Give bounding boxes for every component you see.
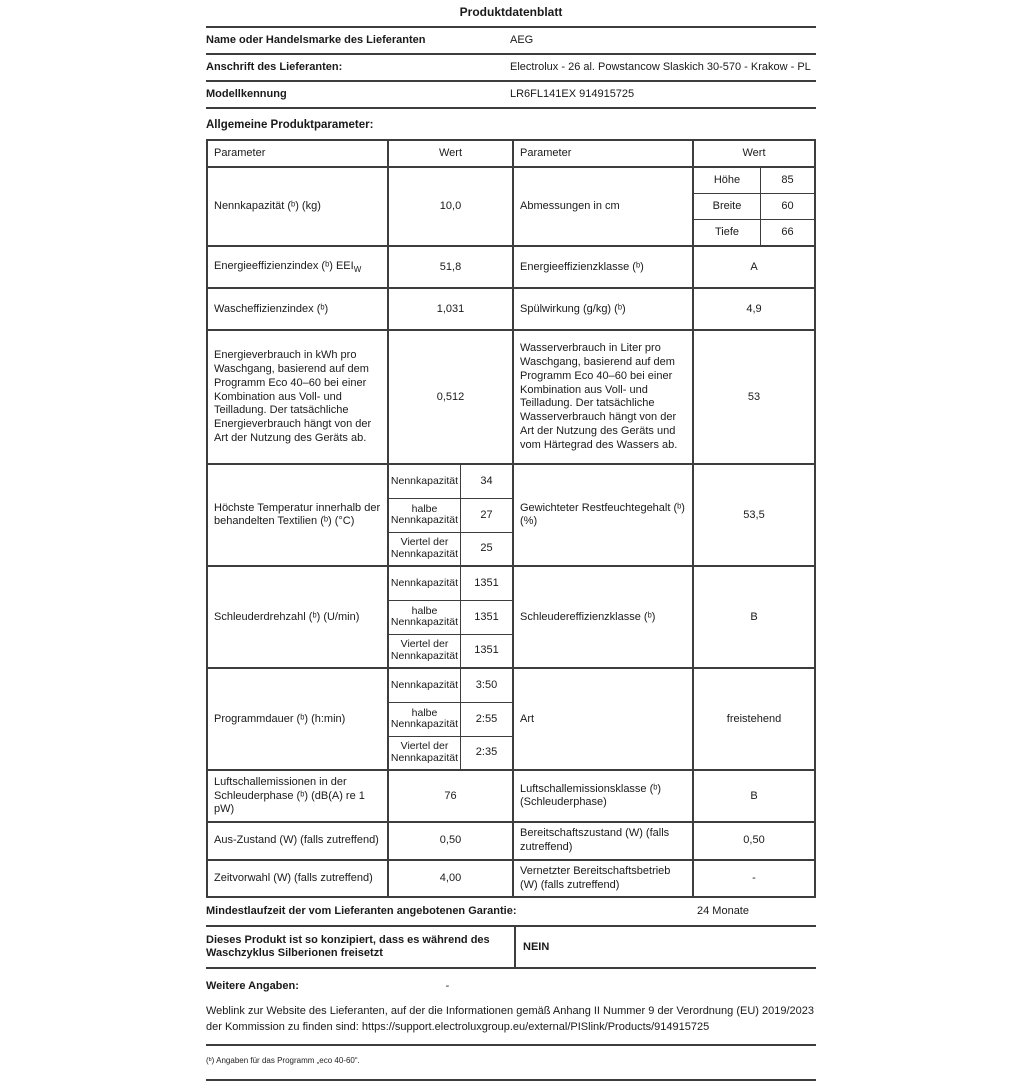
additional-info-row	[206, 974, 816, 998]
rinse-value: 4,9	[692, 289, 814, 329]
header-wert-left: Wert	[387, 141, 512, 166]
networked-standby-value: -	[692, 861, 814, 897]
capacity-value: 10,0	[387, 168, 512, 245]
supplier-address-label: Anschrift des Lieferanten:	[206, 60, 343, 73]
duration-nominal-value: 3:50	[475, 678, 498, 691]
standby-value: 0,50	[692, 823, 814, 859]
max-temperature-label: Höchste Temperatur innerhalb der behandelten Textilien (ᵇ) (°C)	[214, 501, 381, 528]
supplier-row-name	[206, 28, 816, 55]
temp-nominal-label: Nennkapazität	[389, 465, 461, 498]
spin-row-nominal	[389, 567, 512, 600]
duration-row-nominal	[389, 669, 512, 702]
table-row-eei	[208, 245, 814, 287]
delay-start-value: 4,00	[387, 861, 512, 897]
product-datasheet	[206, 0, 816, 1081]
supplier-table	[206, 26, 816, 109]
supplier-row-address	[206, 55, 816, 82]
tiefe-label: Tiefe	[694, 220, 761, 245]
eei-label: Energieeffizienzindex (ᵇ) $EEI_W$	[214, 259, 362, 274]
table-row-temperature	[208, 463, 814, 565]
breite-label: Breite	[694, 194, 761, 219]
table-row-noise	[208, 769, 814, 821]
supplier-weblink-text: Weblink zur Website des Lieferanten, auf der die Informationen gemäß Anhang II Nummer 9 der Verordnung (EU) 2019/2023 der Kommission zu finden sind: https://support.electroluxgroup.eu/external/PISlink/Products/914915725	[206, 1005, 814, 1033]
warranty-label: Mindestlaufzeit der vom Lieferanten angebotenen Garantie:	[206, 905, 517, 917]
table-row-capacity-dimensions	[208, 166, 814, 245]
model-id-value: LR6FL141EX 914915725	[510, 87, 635, 100]
wash-index-value: 1,031	[387, 289, 512, 329]
temp-half-value: 27	[480, 508, 493, 521]
spin-class-label: Schleudereffizienzklasse (ᵇ)	[512, 567, 692, 667]
noise-value: 76	[387, 771, 512, 821]
temp-quarter-value: 25	[480, 542, 493, 555]
table-row-wash-index	[208, 287, 814, 329]
spin-speed-label: Schleuderdrehzahl (ᵇ) (U/min)	[214, 610, 360, 623]
silver-ions-value: NEIN	[523, 940, 550, 953]
table-row-spin-speed	[208, 565, 814, 667]
silver-ions-row	[206, 927, 816, 969]
residual-moisture-value: 53,5	[692, 465, 814, 565]
supplier-name-label: Name oder Handelsmarke des Lieferanten	[206, 33, 426, 46]
spin-quarter-value: 1351	[474, 644, 499, 657]
temp-half-label: halbe Nennkapazität	[389, 499, 461, 532]
energy-class-label: Energieeffizienzklasse (ᵇ)	[512, 247, 692, 287]
warranty-value: 24 Monate	[697, 905, 749, 917]
parameters-table	[206, 139, 816, 898]
spin-nominal-label: Nennkapazität	[389, 567, 461, 600]
section-heading: Allgemeine Produktparameter:	[206, 119, 374, 131]
duration-half-value: 2:55	[475, 712, 498, 725]
spin-speed-subtable	[387, 567, 512, 667]
breite-value: 60	[781, 200, 794, 212]
noise-class-value: B	[692, 771, 814, 821]
temp-row-half	[389, 498, 512, 532]
networked-standby-label: Vernetzter Bereitschaftsbetrieb (W) (falls zutreffend)	[512, 861, 692, 897]
header-parameter-right: Parameter	[512, 141, 692, 166]
hoehe-label: Höhe	[694, 168, 761, 193]
energy-class-value: A	[692, 247, 814, 287]
type-value: freistehend	[692, 669, 814, 769]
temperature-subtable	[387, 465, 512, 565]
table-row-duration	[208, 667, 814, 769]
hoehe-value: 85	[781, 174, 794, 186]
supplier-address-value: Electrolux - 26 al. Powstancow Slaskich 30-570 - Krakow - PL	[510, 60, 811, 73]
duration-row-quarter	[389, 736, 512, 770]
spin-half-value: 1351	[474, 610, 499, 623]
spin-class-value: B	[692, 567, 814, 667]
standby-label: Bereitschaftszustand (W) (falls zutreffend)	[512, 823, 692, 859]
temp-row-nominal	[389, 465, 512, 498]
silver-ions-label: Dieses Produkt ist so konzipiert, dass es während des Waschzyklus Silberionen freisetzt	[206, 927, 516, 967]
supplier-row-model	[206, 82, 816, 109]
header-parameter-left: Parameter	[214, 147, 266, 159]
noise-class-label: Luftschallemissionsklasse (ᵇ) (Schleuderphase)	[512, 771, 692, 821]
page-title: Produktdatenblatt	[459, 5, 563, 19]
energy-consumption-value: 0,512	[387, 331, 512, 463]
type-label: Art	[512, 669, 692, 769]
energy-consumption-label: Energieverbrauch in kWh pro Waschgang, basierend auf dem Programm Eco 40–60 bei einer Kombination aus Voll- und Teilladung. Der tatsächliche Energieverbrauch hängt von der Art der Nutzung des Geräts ab.	[214, 349, 372, 444]
duration-row-half	[389, 702, 512, 736]
water-consumption-value: 53	[692, 331, 814, 463]
additional-info-value: -	[445, 979, 450, 992]
duration-subtable	[387, 669, 512, 769]
off-mode-value: 0,50	[387, 823, 512, 859]
temp-nominal-value: 34	[480, 474, 493, 487]
dimensions-label: Abmessungen in cm	[512, 168, 692, 245]
dimensions-subtable	[692, 168, 814, 245]
spin-half-label: halbe Nennkapazität	[389, 601, 461, 634]
wash-index-label: Wascheffizienzindex (ᵇ)	[214, 302, 329, 315]
capacity-label: Nennkapazität (ᵇ) (kg)	[214, 200, 321, 212]
temp-quarter-label: Viertel der Nennkapazität	[389, 533, 461, 566]
eei-value: 51,8	[387, 247, 512, 287]
duration-half-label: halbe Nennkapazität	[389, 703, 461, 736]
duration-nominal-label: Nennkapazität	[389, 669, 461, 702]
additional-info-label: Weitere Angaben:	[206, 979, 299, 992]
footnote-text: (ᵇ) Angaben für das Programm „eco 40-60“.	[206, 1056, 360, 1066]
dimension-row-breite	[694, 193, 814, 219]
dimension-row-hoehe	[694, 168, 814, 193]
delay-start-label: Zeitvorwahl (W) (falls zutreffend)	[214, 871, 373, 884]
duration-quarter-value: 2:35	[475, 746, 498, 759]
dimension-row-tiefe	[694, 219, 814, 245]
rinse-label: Spülwirkung (g/kg) (ᵇ)	[512, 289, 692, 329]
residual-moisture-label: Gewichteter Restfeuchtegehalt (ᵇ) (%)	[512, 465, 692, 565]
water-consumption-label: Wasserverbrauch in Liter pro Waschgang, basierend auf dem Programm Eco 40–60 bei einer Kombination aus Voll- und Teilladung. Der tatsächliche Wasserverbrauch hängt von der Art der Nutzung des Geräts und vom Härtegrad des Wassers ab.	[512, 331, 692, 463]
duration-quarter-label: Viertel der Nennkapazität	[389, 737, 461, 770]
table-header-row	[208, 141, 814, 166]
supplier-name-value: AEG	[510, 33, 534, 46]
model-id-label: Modellkennung	[206, 87, 287, 100]
warranty-row	[206, 898, 816, 927]
programme-duration-label: Programmdauer (ᵇ) (h:min)	[214, 712, 346, 725]
tiefe-value: 66	[781, 226, 794, 238]
table-row-consumption	[208, 329, 814, 463]
off-mode-label: Aus-Zustand (W) (falls zutreffend)	[214, 834, 379, 847]
table-row-off-mode	[208, 821, 814, 859]
spin-quarter-label: Viertel der Nennkapazität	[389, 635, 461, 668]
table-row-delay-start	[208, 859, 814, 897]
spin-nominal-value: 1351	[474, 576, 499, 589]
temp-row-quarter	[389, 532, 512, 566]
spin-row-quarter	[389, 634, 512, 668]
noise-label: Luftschallemissionen in der Schleuderphase (ᵇ) (dB(A) re 1 pW)	[214, 775, 365, 816]
eei-subscript: W	[353, 264, 362, 274]
header-wert-right: Wert	[692, 141, 814, 166]
spin-row-half	[389, 600, 512, 634]
